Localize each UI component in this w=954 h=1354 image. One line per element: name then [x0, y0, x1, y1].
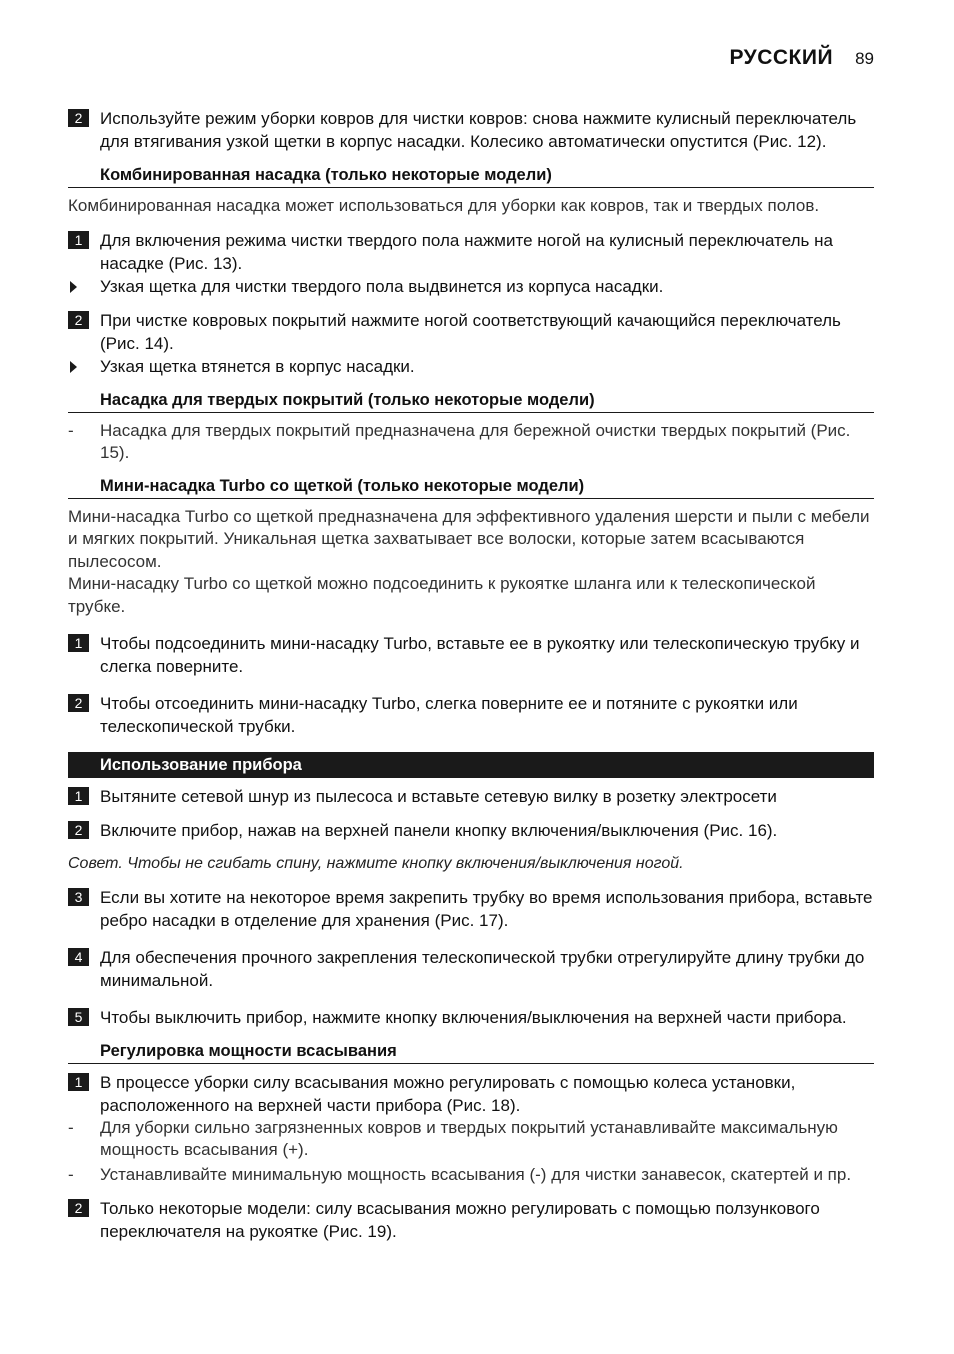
paragraph: Мини-насадку Turbo со щеткой можно подсоединить к рукоятке шланга или к телескопической трубке.: [68, 574, 816, 616]
step-number: 1: [68, 787, 89, 805]
section-heading-suction-power: Регулировка мощности всасывания: [68, 1040, 874, 1064]
step-number: 2: [68, 311, 89, 329]
document-body: [68, 107, 874, 1243]
step-number: 5: [68, 1008, 89, 1026]
tip-text: Совет. Чтобы не сгибать спину, нажмите кнопку включения/выключения ногой.: [68, 855, 684, 872]
step-text: Чтобы подсоединить мини-насадку Turbo, вставьте ее в рукоятку или телескопическую трубку и слегка поверните.: [100, 634, 860, 676]
step-text: В процессе уборки силу всасывания можно регулировать с помощью колеса установки, расположенного на верхней части прибора (Рис. 18).: [100, 1073, 796, 1115]
step-item: [68, 1197, 874, 1243]
triangle-bullet-icon: [70, 361, 77, 373]
step-item: [68, 692, 874, 738]
step-item: [68, 785, 874, 808]
dash-text: Устанавливайте минимальную мощность всасывания (-) для чистки занавесок, скатертей и пр.: [100, 1165, 852, 1184]
step-item: [68, 946, 874, 992]
step-text: Для включения режима чистки твердого пола нажмите ногой на кулисный переключатель на насадке (Рис. 13).: [100, 230, 833, 273]
page-number: 89: [855, 49, 874, 68]
step-text: Чтобы выключить прибор, нажмите кнопку включения/выключения на верхней части прибора.: [100, 1008, 847, 1027]
step-item: [68, 309, 874, 355]
step-item: [68, 229, 874, 275]
page-header: [729, 46, 874, 70]
dash-text: Для уборки сильно загрязненных ковров и твердых покрытий устанавливайте максимальную мощность всасывания (+).: [100, 1118, 838, 1159]
paragraph: Комбинированная насадка может использоваться для уборки как ковров, так и твердых полов.: [68, 196, 820, 215]
step-number: 2: [68, 1199, 89, 1217]
step-item: [68, 819, 874, 842]
step-text: Только некоторые модели: силу всасывания можно регулировать с помощью ползункового переключателя на рукоятке (Рис. 19).: [100, 1199, 820, 1241]
paragraph: Мини-насадка Turbo со щеткой предназначена для эффективного удаления шерсти и пыли с мебели и мягких покрытий. Уникальная щетка захватывает все волоски, которые затем всасываются пылесосом.: [68, 506, 870, 571]
step-text: Включите прибор, нажав на верхней панели кнопку включения/выключения (Рис. 16).: [100, 821, 778, 840]
dash-item: [68, 1164, 874, 1186]
step-number: 2: [68, 109, 89, 127]
step-item: [68, 107, 874, 153]
step-text: При чистке ковровых покрытий нажмите ногой соответствующий качающийся переключатель (Рис. 14).: [100, 310, 841, 353]
dash-item: [68, 420, 874, 464]
dash-item: [68, 1117, 874, 1161]
step-item: [68, 886, 874, 932]
dash-symbol: -: [68, 1165, 74, 1184]
step-number: 1: [68, 1073, 89, 1091]
step-text: Используйте режим уборки ковров для чистки ковров: снова нажмите кулисный переключатель для втягивания узкой щетки в корпус насадки. Колесико автоматически опустится (Рис. 12).: [100, 109, 857, 151]
section-heading-hard-floor-nozzle: Насадка для твердых покрытий (только некоторые модели): [68, 389, 874, 413]
dash-text: Насадка для твердых покрытий предназначена для бережной очистки твердых покрытий (Рис. 15).: [100, 420, 851, 462]
step-number: 1: [68, 634, 89, 652]
step-text: Если вы хотите на некоторое время закрепить трубку во время использования прибора, вставьте ребро насадки в отделение для хранения (Рис. 17).: [100, 888, 873, 930]
result-text: Узкая щетка для чистки твердого пола выдвинется из корпуса насадки.: [100, 276, 664, 296]
section-heading-using-appliance: Использование прибора: [68, 752, 874, 778]
step-number: 4: [68, 948, 89, 966]
dash-symbol: -: [68, 420, 74, 440]
step-text: Для обеспечения прочного закрепления телескопической трубки отрегулируйте длину трубки до минимальной.: [100, 948, 865, 990]
section-heading-combination-nozzle: Комбинированная насадка (только некоторые модели): [68, 164, 874, 188]
step-number: 2: [68, 821, 89, 839]
section-heading-turbo-brush: Мини-насадка Turbo со щеткой (только некоторые модели): [68, 475, 874, 499]
triangle-bullet-icon: [70, 281, 77, 293]
step-number: 3: [68, 888, 89, 906]
result-item: [68, 275, 874, 298]
step-number: 2: [68, 694, 89, 712]
result-text: Узкая щетка втянется в корпус насадки.: [100, 356, 415, 376]
step-number: 1: [68, 231, 89, 249]
step-text: Чтобы отсоединить мини-насадку Turbo, слегка поверните ее и потяните с рукоятки или телескопической трубки.: [100, 694, 798, 736]
result-item: [68, 355, 874, 378]
step-item: [68, 1071, 874, 1117]
language-label: РУССКИЙ: [729, 46, 834, 69]
step-item: [68, 632, 874, 678]
step-text: Вытяните сетевой шнур из пылесоса и вставьте сетевую вилку в розетку электросети: [100, 787, 777, 806]
dash-symbol: -: [68, 1118, 74, 1137]
step-item: [68, 1006, 874, 1029]
